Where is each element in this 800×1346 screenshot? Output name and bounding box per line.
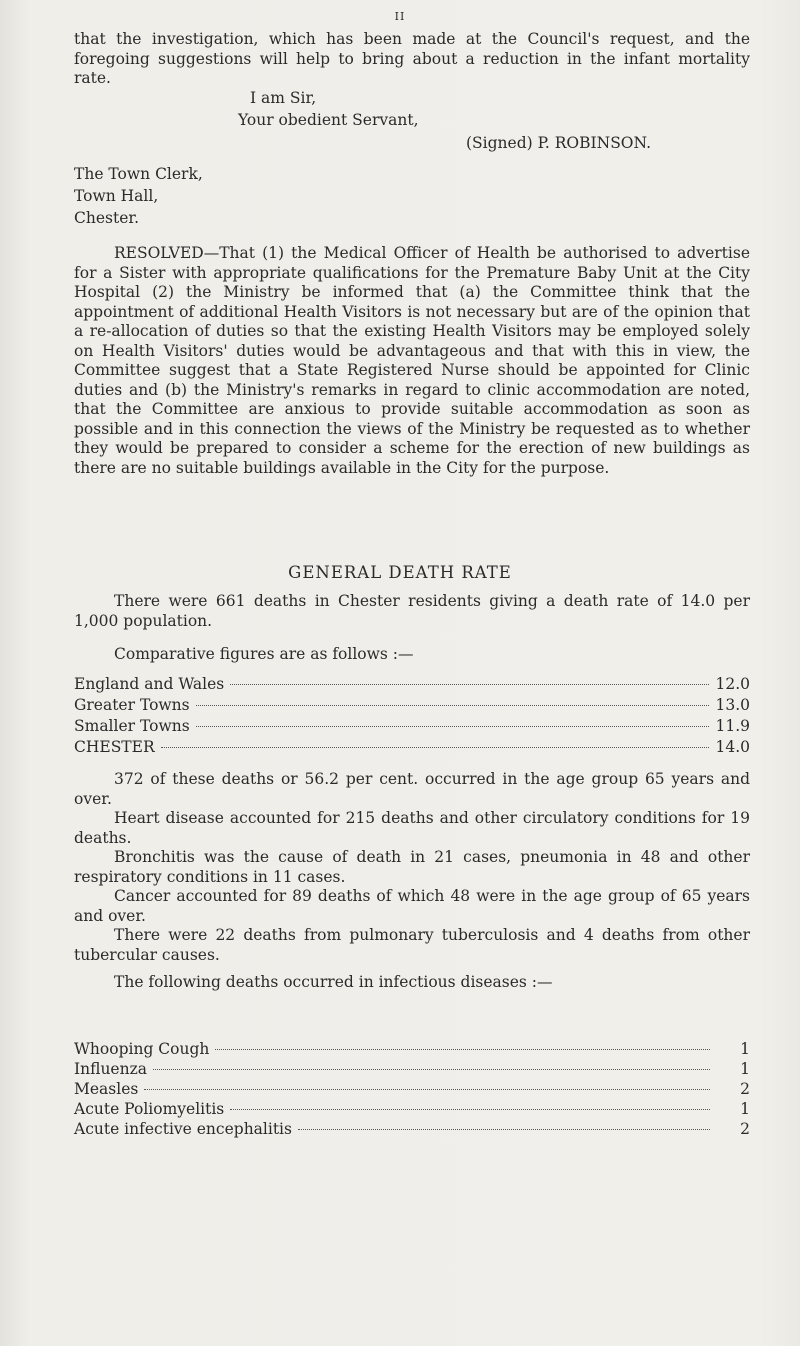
statistics-paragraphs [74, 770, 750, 993]
row-value: 1 [740, 1040, 750, 1058]
row-label: Whooping Cough [74, 1040, 210, 1058]
leader-dots [153, 1069, 710, 1070]
row-value: 14.0 [715, 738, 750, 756]
row-label: Acute infective encephalitis [74, 1120, 292, 1138]
leader-dots [215, 1049, 710, 1050]
deaths-intro-text: There were 661 deaths in Chester residents giving a death rate of 14.0 per 1,000 population. [74, 592, 750, 630]
row-label: Acute Poliomyelitis [74, 1100, 225, 1118]
row-value: 2 [740, 1080, 750, 1098]
valediction: Your obedient Servant, [238, 111, 419, 129]
leader-dots [298, 1129, 710, 1130]
infectious-row [74, 1120, 750, 1140]
leader-dots [230, 1109, 710, 1110]
resolved-text: RESOLVED—That (1) the Medical Officer of Health be authorised to advertise for a Sister with appropriate qualifications for the Premature Baby Unit at the City Hospital (2) the Ministry be informed that (a) the Committee think that the appointment of additional Health Visitors is not necessary but are of the opinion that a re-allocation of duties so that the existing Health Visitors may be employed solely on Health Visitors' duties would be advantageous and that with this in view, the Committee suggest that a State Registered Nurse should be appointed for Clinic duties and (b) the Ministry's remarks in regard to clinic accommodation are noted, that the Committee are anxious to provide suitable accommodation as soon as possible and in this connection the views of the Ministry be requested as to whether they would be prepared to consider a scheme for the erection of new buildings as there are no suitable buildings available in the City for the purpose. [74, 244, 750, 477]
row-label: Measles [74, 1080, 139, 1098]
comparative-row [74, 675, 750, 695]
leader-dots [230, 684, 709, 685]
leader-dots [144, 1089, 710, 1090]
letter-closing-paragraph [74, 30, 750, 89]
tuberculosis-text: There were 22 deaths from pulmonary tuberculosis and 4 deaths from other tubercular causes. [74, 926, 750, 964]
comparative-row [74, 738, 750, 758]
address-line-1: The Town Clerk, [74, 165, 203, 183]
infectious-intro-text: The following deaths occurred in infectious diseases :— [114, 973, 553, 991]
row-value: 12.0 [715, 675, 750, 693]
row-label: England and Wales [74, 675, 225, 693]
row-value: 1 [740, 1060, 750, 1078]
comparative-row [74, 696, 750, 716]
cancer-text: Cancer accounted for 89 deaths of which 48 were in the age group of 65 years and over. [74, 887, 750, 925]
row-value: 11.9 [715, 717, 750, 735]
row-label: CHESTER [74, 738, 155, 756]
row-value: 13.0 [715, 696, 750, 714]
deaths-intro-paragraph [74, 592, 750, 631]
infectious-row [74, 1040, 750, 1060]
address-line-3: Chester. [74, 209, 140, 227]
row-label: Influenza [74, 1060, 147, 1078]
address-line-2: Town Hall, [74, 187, 159, 205]
section-heading: GENERAL DEATH RATE [288, 563, 512, 582]
row-value: 1 [740, 1100, 750, 1118]
bronchitis-text: Bronchitis was the cause of death in 21 cases, pneumonia in 48 and other respiratory conditions in 11 cases. [74, 848, 750, 886]
comparative-row [74, 717, 750, 737]
comparative-intro-paragraph [74, 645, 750, 665]
row-label: Greater Towns [74, 696, 190, 714]
comparative-intro-text: Comparative figures are as follows :— [114, 645, 414, 663]
letter-end-text: that the investigation, which has been made at the Council's request, and the foregoing suggestions will help to bring about a reduction in the infant mortality rate. [74, 30, 750, 87]
leader-dots [161, 747, 710, 748]
salutation: I am Sir, [250, 89, 317, 107]
row-value: 2 [740, 1120, 750, 1138]
infectious-row [74, 1100, 750, 1120]
row-label: Smaller Towns [74, 717, 190, 735]
heart-disease-text: Heart disease accounted for 215 deaths and other circulatory conditions for 19 deaths. [74, 809, 750, 847]
resolution-paragraph [74, 244, 750, 478]
page-number: II [394, 10, 406, 23]
leader-dots [196, 705, 710, 706]
signature: (Signed) P. ROBINSON. [466, 134, 652, 152]
infectious-row [74, 1060, 750, 1080]
age-group-text: 372 of these deaths or 56.2 per cent. occurred in the age group 65 years and over. [74, 770, 750, 808]
leader-dots [196, 726, 710, 727]
infectious-row [74, 1080, 750, 1100]
